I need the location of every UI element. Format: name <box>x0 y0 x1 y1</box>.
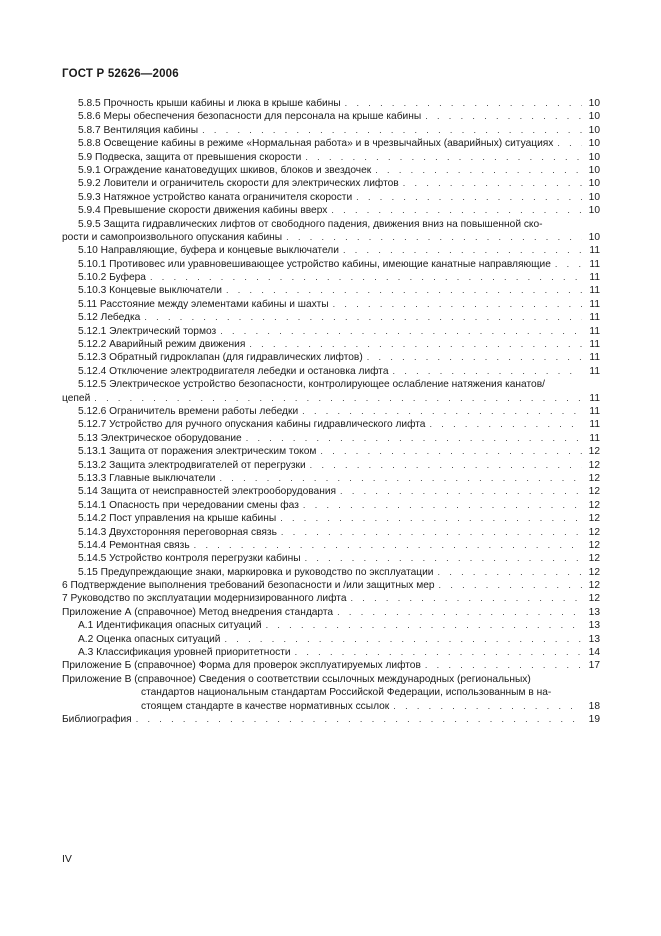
toc-entry-page: 11 <box>589 258 600 270</box>
toc-entry <box>62 659 600 672</box>
toc-entry <box>62 325 600 338</box>
toc-entry-page: 10 <box>588 111 600 123</box>
dot-leader <box>281 526 582 539</box>
dot-leader <box>333 298 582 311</box>
toc-entry <box>62 244 600 257</box>
toc-entry-page: 11 <box>589 339 600 351</box>
toc-entry-page: 14 <box>588 647 600 659</box>
toc-entry-title: 5.8.8 Освещение кабины в режиме «Нормальная работа» и в чрезвычайных (аварийных) ситуациях <box>78 138 554 150</box>
toc-entry-title: 5.12.2 Аварийный режим движения <box>78 339 246 351</box>
dot-leader <box>345 97 582 110</box>
toc-entry-title: 5.13.1 Защита от поражения электрическим током <box>78 446 317 458</box>
toc-entry <box>62 485 600 498</box>
toc-entry <box>62 231 600 244</box>
toc-entry <box>62 566 600 579</box>
dot-leader <box>305 151 582 164</box>
toc-entry-page: 11 <box>589 325 600 337</box>
toc-entry-page: 12 <box>588 499 600 511</box>
toc-entry <box>62 164 600 177</box>
toc-entry-title: А.1 Идентификация опасных ситуаций <box>78 620 262 632</box>
toc-entry <box>62 526 600 539</box>
toc-entry-title: 5.13.2 Защита электродвигателей от перегрузки <box>78 459 306 471</box>
dot-leader <box>246 432 582 445</box>
toc-entry-title: 5.12.3 Обратный гидроклапан (для гидравлических лифтов) <box>78 352 363 364</box>
toc-entry-page: 10 <box>588 151 600 163</box>
toc-entry <box>62 606 600 619</box>
dot-leader <box>555 258 582 271</box>
toc-entry-title: 5.15 Предупреждающие знаки, маркировка и руководство по эксплуатации <box>78 566 434 578</box>
toc-entry <box>62 405 600 418</box>
dot-leader <box>351 592 583 605</box>
toc-entry-title: Приложение А (справочное) Метод внедрения стандарта <box>62 606 334 618</box>
toc-entry-title: 5.10.2 Буфера <box>78 272 146 284</box>
dot-leader <box>393 700 582 713</box>
dot-leader <box>375 164 582 177</box>
page-number-footer: IV <box>62 853 72 865</box>
dot-leader <box>303 499 582 512</box>
toc-entry-title: рости и самопроизвольного опускания кабины <box>62 231 283 243</box>
toc-entry-title: 5.14.4 Ремонтная связь <box>78 539 190 551</box>
toc-entry <box>62 177 600 190</box>
toc-entry-page: 12 <box>588 593 600 605</box>
toc-entry-page: 11 <box>589 298 600 310</box>
toc-entry-title: Приложение Б (справочное) Форма для проверок эксплуатируемых лифтов <box>62 660 421 672</box>
toc-entry <box>62 579 600 592</box>
toc-entry-page: 17 <box>588 660 600 672</box>
dot-leader <box>310 459 582 472</box>
dot-leader <box>224 633 582 646</box>
toc-entry <box>62 378 600 391</box>
toc-entry-page: 13 <box>588 633 600 645</box>
dot-leader <box>249 338 582 351</box>
dot-leader <box>305 552 582 565</box>
toc-entry-title: 5.14.5 Устройство контроля перегрузки кабины <box>78 553 301 565</box>
dot-leader <box>393 365 582 378</box>
dot-leader <box>340 485 582 498</box>
toc-entry <box>62 351 600 364</box>
dot-leader <box>557 137 582 150</box>
toc-entry-page: 11 <box>589 419 600 431</box>
dot-leader <box>202 124 582 137</box>
toc-entry-title: 5.14.3 Двухсторонняя переговорная связь <box>78 526 277 538</box>
toc-entry-title: 5.9.5 Защита гидравлических лифтов от свободного падения, движения вниз на повышенной ско- <box>78 218 543 230</box>
toc-entry-page: 10 <box>588 98 600 109</box>
toc-entry-page: 12 <box>588 486 600 498</box>
toc-entry-page: 10 <box>588 138 600 150</box>
dot-leader <box>439 579 582 592</box>
dot-leader <box>266 619 582 632</box>
toc-entry-title: 5.10.1 Противовес или уравновешивающее устройство кабины, имеющие канатные направляющие <box>78 258 551 270</box>
toc-entry <box>62 432 600 445</box>
dot-leader <box>438 566 582 579</box>
toc-entry <box>62 499 600 512</box>
document-header: ГОСТ Р 52626—2006 <box>62 68 179 80</box>
toc-entry-page: 11 <box>589 365 600 377</box>
toc-entry-title: 5.12.7 Устройство для ручного опускания кабины гидравлического лифта <box>78 419 426 431</box>
toc-entry-page: 11 <box>589 392 600 404</box>
toc-entry <box>62 110 600 123</box>
toc-entry-page: 12 <box>588 472 600 484</box>
toc-entry <box>62 218 600 231</box>
dot-leader <box>286 231 582 244</box>
toc-entry-page: 11 <box>589 432 600 444</box>
toc-entry-title: А.2 Оценка опасных ситуаций <box>78 633 221 645</box>
dot-leader <box>295 646 582 659</box>
toc-entry-title: 5.12.6 Ограничитель времени работы лебедки <box>78 405 299 417</box>
toc-entry-page: 12 <box>588 459 600 471</box>
toc-entry <box>62 512 600 525</box>
toc-entry-title: Приложение В (справочное) Сведения о соответствии ссылочных международных (региональных) <box>62 673 531 685</box>
toc-entry-page: 12 <box>588 513 600 525</box>
toc-entry-page: 10 <box>588 164 600 176</box>
toc-entry-page: 12 <box>588 446 600 458</box>
toc-entry <box>62 365 600 378</box>
toc-entry-page: 11 <box>589 405 600 417</box>
toc-entry-page: 19 <box>588 713 600 725</box>
toc-entry-title: цепей <box>62 392 91 404</box>
toc-entry-title: 5.8.7 Вентиляция кабины <box>78 124 199 136</box>
toc-entry <box>62 633 600 646</box>
toc-entry <box>62 258 600 271</box>
toc-entry <box>62 204 600 217</box>
toc-entry-title: 7 Руководство по эксплуатации модернизированного лифта <box>62 593 347 605</box>
toc-entry <box>62 539 600 552</box>
toc-entry <box>62 619 600 632</box>
toc-entry-page: 10 <box>588 191 600 203</box>
toc-entry-title: 5.10 Направляющие, буфера и концевые выключатели <box>78 245 339 257</box>
toc-entry-page: 12 <box>588 526 600 538</box>
toc-entry-page: 18 <box>588 700 600 712</box>
toc-entry-title: 5.9.4 Превышение скорости движения кабины вверх <box>78 205 328 217</box>
toc-entry-page: 11 <box>589 352 600 364</box>
toc-entry-title: 5.9.2 Ловители и ограничитель скорости для электрических лифтов <box>78 178 399 190</box>
toc-entry <box>62 713 600 726</box>
toc-entry <box>62 472 600 485</box>
toc-entry-page: 10 <box>588 178 600 190</box>
toc-entry <box>62 338 600 351</box>
toc-entry <box>62 124 600 137</box>
toc-entry-title: 5.12.1 Электрический тормоз <box>78 325 217 337</box>
toc-entry-title: 5.8.5 Прочность крыши кабины и люка в крыше кабины <box>78 98 341 109</box>
toc-entry-title: 5.10.3 Концевые выключатели <box>78 285 222 297</box>
dot-leader <box>429 418 582 431</box>
toc-entry <box>62 700 600 713</box>
toc-entry <box>62 418 600 431</box>
toc-entry <box>62 137 600 150</box>
toc-entry-page: 10 <box>588 205 600 217</box>
toc-entry-title: 5.8.6 Меры обеспечения безопасности для персонала на крыше кабины <box>78 111 422 123</box>
toc-entry-page: 12 <box>588 580 600 592</box>
toc-entry-page: 12 <box>588 566 600 578</box>
toc-entry <box>62 686 600 699</box>
toc-entry-title: 5.13 Электрическое оборудование <box>78 432 242 444</box>
toc-entry-page: 13 <box>588 606 600 618</box>
toc-entry-title: 5.12 Лебедка <box>78 312 141 324</box>
toc-entry-title: 5.9.3 Натяжное устройство каната ограничителя скорости <box>78 191 353 203</box>
toc-entry <box>62 592 600 605</box>
toc-entry-title: 6 Подтверждение выполнения требований безопасности и /или защитных мер <box>62 580 435 592</box>
toc-entry <box>62 311 600 324</box>
toc-entry <box>62 459 600 472</box>
dot-leader <box>331 204 582 217</box>
toc-entry-title: 5.14.2 Пост управления на крыше кабины <box>78 513 277 525</box>
toc-entry-title: 5.11 Расстояние между элементами кабины и шахты <box>78 298 329 310</box>
toc-entry <box>62 191 600 204</box>
toc-entry-page: 10 <box>588 124 600 136</box>
toc-entry-page: 11 <box>589 245 600 257</box>
toc-entry-title: 5.14 Защита от неисправностей электрооборудования <box>78 486 337 498</box>
toc-entry-page: 10 <box>588 231 600 243</box>
table-of-contents <box>62 97 600 726</box>
dot-leader <box>425 659 582 672</box>
toc-entry-title: 5.9 Подвеска, защита от превышения скорости <box>78 151 302 163</box>
dot-leader <box>425 110 582 123</box>
dot-leader <box>94 392 582 405</box>
toc-entry <box>62 552 600 565</box>
toc-entry-title: 5.13.3 Главные выключатели <box>78 472 216 484</box>
dot-leader <box>280 512 582 525</box>
toc-entry-page: 13 <box>588 620 600 632</box>
toc-entry-title: 5.14.1 Опасность при чередовании смены фаз <box>78 499 299 511</box>
toc-entry-page: 12 <box>588 553 600 565</box>
dot-leader <box>320 445 582 458</box>
dot-leader <box>226 284 582 297</box>
toc-entry-title: 5.12.5 Электрическое устройство безопасности, контролирующее ослабление натяжения канатов/ <box>78 379 545 391</box>
dot-leader <box>367 351 582 364</box>
toc-entry-title: стандартов национальным стандартам Российской Федерации, использованным в на- <box>141 687 552 699</box>
dot-leader <box>136 713 582 726</box>
dot-leader <box>343 244 582 257</box>
toc-entry-title: 5.9.1 Ограждение канатоведущих шкивов, блоков и звездочек <box>78 164 372 176</box>
dot-leader <box>356 191 582 204</box>
toc-entry <box>62 298 600 311</box>
toc-entry-title: стоящем стандарте в качестве нормативных ссылок <box>141 700 390 712</box>
dot-leader <box>220 472 583 485</box>
toc-entry <box>62 392 600 405</box>
toc-entry-page: 11 <box>589 312 600 324</box>
toc-entry-page: 12 <box>588 539 600 551</box>
toc-entry <box>62 646 600 659</box>
toc-entry <box>62 271 600 284</box>
toc-entry <box>62 97 600 110</box>
dot-leader <box>220 325 582 338</box>
toc-entry <box>62 151 600 164</box>
dot-leader <box>150 271 582 284</box>
toc-entry-title: Библиография <box>62 713 132 725</box>
dot-leader <box>337 606 582 619</box>
dot-leader <box>144 311 582 324</box>
dot-leader <box>403 177 582 190</box>
toc-entry <box>62 445 600 458</box>
toc-entry <box>62 284 600 297</box>
dot-leader <box>302 405 582 418</box>
toc-entry-title: А.3 Классификация уровней приоритетности <box>78 647 291 659</box>
toc-entry-page: 11 <box>589 285 600 297</box>
toc-entry-page: 11 <box>589 272 600 284</box>
dot-leader <box>194 539 582 552</box>
toc-entry <box>62 673 600 686</box>
toc-entry-title: 5.12.4 Отключение электродвигателя лебедки и остановка лифта <box>78 365 389 377</box>
